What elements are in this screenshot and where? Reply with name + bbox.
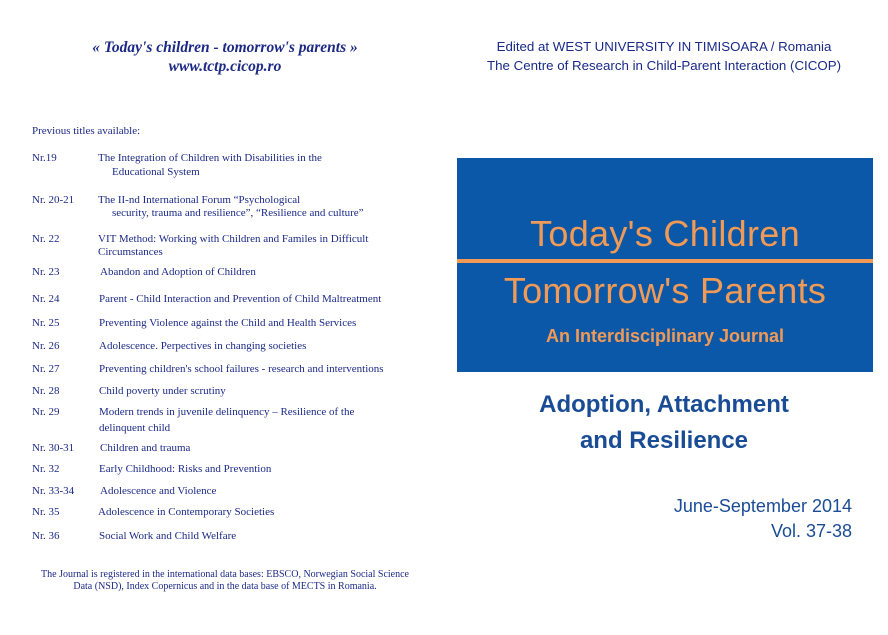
issue-title: Adolescence and Violence — [100, 485, 217, 497]
issue-title: Early Childhood: Risks and Prevention — [99, 463, 272, 475]
tagline-slogan: « Today's children - tomorrow's parents » — [92, 39, 358, 56]
issue-number: Nr. 27 — [32, 363, 60, 375]
issue-title-line: and Resilience — [579, 427, 749, 454]
front-cover — [440, 0, 888, 635]
publisher-centre: The Centre of Research in Child-Parent Interaction (CICOP) — [487, 58, 841, 73]
registration-note — [0, 569, 450, 593]
journal-title-line-2: Tomorrow's Parents — [503, 270, 827, 311]
issue-volume: Vol. 37-38 — [770, 521, 852, 541]
issue-title: Child poverty under scrutiny — [99, 385, 226, 397]
issue-number: Nr. 30-31 — [32, 442, 75, 454]
issue-title-cont: Circumstances — [98, 246, 163, 258]
issue-title: Modern trends in juvenile delinquency – Resilience of the — [99, 406, 355, 418]
issue-number: Nr. 23 — [32, 266, 60, 278]
issue-title: The Integration of Children with Disabilities in the — [98, 152, 322, 164]
issue-number: Nr.19 — [32, 152, 57, 164]
title-divider — [457, 259, 873, 263]
back-cover — [0, 0, 440, 635]
journal-title-block — [457, 158, 873, 372]
journal-title-line-1: Today's Children — [530, 213, 800, 254]
issue-title-cont: Educational System — [112, 166, 200, 178]
issue-title: VIT Method: Working with Children and Familes in Difficult — [98, 233, 369, 245]
tagline-website: www.tctp.cicop.ro — [168, 58, 282, 75]
issue-number: Nr. 32 — [32, 463, 60, 475]
issue-title: Children and trauma — [100, 442, 191, 454]
registration-note-line: Data (NSD), Index Copernicus and in the data base of MECTS in Romania. — [73, 581, 377, 592]
issue-number: Nr. 22 — [32, 233, 60, 245]
issue-number: Nr. 26 — [32, 340, 60, 352]
issue-number: Nr. 24 — [32, 293, 60, 305]
registration-note-line: The Journal is registered in the international data bases: EBSCO, Norwegian Social Science — [41, 569, 409, 580]
issue-title: Social Work and Child Welfare — [99, 530, 237, 542]
journal-subtitle: An Interdisciplinary Journal — [545, 326, 785, 346]
issue-title — [440, 387, 888, 459]
issue-number: Nr. 20-21 — [32, 194, 75, 206]
issue-title: Adolescence. Perpectives in changing societies — [99, 340, 307, 352]
issue-number: Nr. 36 — [32, 530, 60, 542]
issue-title: Parent - Child Interaction and Prevention of Child Maltreatment — [99, 293, 382, 305]
publisher-university: Edited at WEST UNIVERSITY IN TIMISOARA / Romania — [496, 39, 832, 54]
issue-date: June-September 2014 — [673, 496, 852, 516]
issue-title: Abandon and Adoption of Children — [100, 266, 256, 278]
issue-number: Nr. 29 — [32, 406, 60, 418]
publisher-info — [440, 37, 888, 75]
issue-number: Nr. 28 — [32, 385, 60, 397]
tagline — [0, 38, 450, 76]
issue-number: Nr. 25 — [32, 317, 60, 329]
issue-title: Preventing children's school failures - research and interventions — [99, 363, 384, 375]
previous-titles-label: Previous titles available: — [32, 125, 141, 137]
issue-title-line: Adoption, Attachment — [539, 391, 789, 418]
issue-number: Nr. 33-34 — [32, 485, 75, 497]
issue-title: Preventing Violence against the Child and Health Services — [99, 317, 357, 329]
issue-title: The II-nd International Forum “Psychological — [98, 194, 301, 206]
issue-title-cont: security, trauma and resilience”, “Resilience and culture” — [112, 207, 364, 219]
issue-title: Adolescence in Contemporary Societies — [98, 506, 275, 518]
issue-number: Nr. 35 — [32, 506, 60, 518]
issue-date-block — [674, 494, 852, 544]
issue-title-cont: delinquent child — [99, 422, 171, 434]
